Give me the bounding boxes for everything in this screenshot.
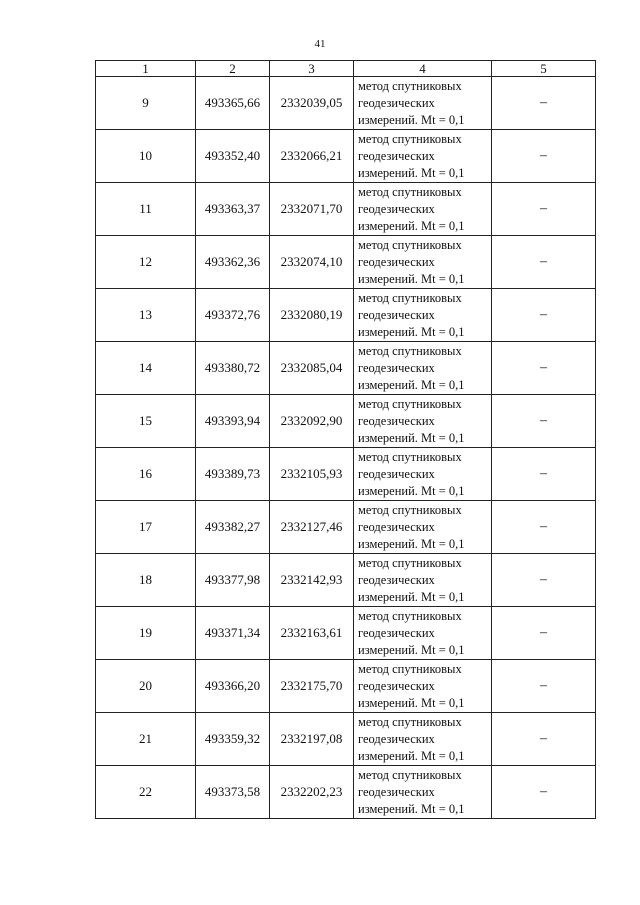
method-cell — [354, 554, 492, 607]
method-line: метод спутниковых — [358, 131, 462, 146]
column-header-1: 1 — [96, 61, 196, 77]
table-row — [96, 660, 596, 713]
y-coordinate-cell: 2332105,93 — [270, 448, 354, 501]
note-cell: – — [492, 130, 596, 183]
y-coordinate-cell: 2332127,46 — [270, 501, 354, 554]
point-number-cell: 11 — [96, 183, 196, 236]
note-cell: – — [492, 342, 596, 395]
table-row — [96, 342, 596, 395]
y-coordinate-cell: 2332039,05 — [270, 77, 354, 130]
x-coordinate-cell: 493389,73 — [196, 448, 270, 501]
header-row — [96, 61, 596, 77]
point-number-cell: 20 — [96, 660, 196, 713]
method-cell — [354, 130, 492, 183]
x-coordinate-cell: 493366,20 — [196, 660, 270, 713]
method-cell — [354, 342, 492, 395]
method-line: метод спутниковых — [358, 396, 462, 411]
method-line: метод спутниковых — [358, 290, 462, 305]
table-row — [96, 713, 596, 766]
table-row — [96, 501, 596, 554]
table-row — [96, 183, 596, 236]
method-line: метод спутниковых — [358, 449, 462, 464]
x-coordinate-cell: 493377,98 — [196, 554, 270, 607]
table-row — [96, 77, 596, 130]
column-header-5: 5 — [492, 61, 596, 77]
method-cell — [354, 289, 492, 342]
y-coordinate-cell: 2332080,19 — [270, 289, 354, 342]
method-line: измерений. Mt = 0,1 — [358, 165, 465, 180]
method-line: геодезических — [358, 784, 435, 799]
y-coordinate-cell: 2332066,21 — [270, 130, 354, 183]
method-line: геодезических — [358, 413, 435, 428]
point-number-cell: 16 — [96, 448, 196, 501]
method-line: геодезических — [358, 95, 435, 110]
method-cell — [354, 77, 492, 130]
note-cell: – — [492, 395, 596, 448]
column-header-3: 3 — [270, 61, 354, 77]
table-row — [96, 766, 596, 819]
table-row — [96, 236, 596, 289]
method-line: измерений. Mt = 0,1 — [358, 430, 465, 445]
method-line: измерений. Mt = 0,1 — [358, 695, 465, 710]
method-line: измерений. Mt = 0,1 — [358, 748, 465, 763]
method-line: геодезических — [358, 678, 435, 693]
x-coordinate-cell: 493371,34 — [196, 607, 270, 660]
coordinates-table — [95, 60, 596, 819]
x-coordinate-cell: 493382,27 — [196, 501, 270, 554]
y-coordinate-cell: 2332085,04 — [270, 342, 354, 395]
y-coordinate-cell: 2332175,70 — [270, 660, 354, 713]
column-header-2: 2 — [196, 61, 270, 77]
method-line: измерений. Mt = 0,1 — [358, 112, 465, 127]
point-number-cell: 18 — [96, 554, 196, 607]
x-coordinate-cell: 493363,37 — [196, 183, 270, 236]
note-cell: – — [492, 501, 596, 554]
method-line: геодезических — [358, 625, 435, 640]
note-cell: – — [492, 660, 596, 713]
method-line: метод спутниковых — [358, 661, 462, 676]
y-coordinate-cell: 2332074,10 — [270, 236, 354, 289]
method-line: измерений. Mt = 0,1 — [358, 271, 465, 286]
point-number-cell: 19 — [96, 607, 196, 660]
method-cell — [354, 766, 492, 819]
point-number-cell: 12 — [96, 236, 196, 289]
point-number-cell: 15 — [96, 395, 196, 448]
point-number-cell: 13 — [96, 289, 196, 342]
x-coordinate-cell: 493359,32 — [196, 713, 270, 766]
method-line: измерений. Mt = 0,1 — [358, 377, 465, 392]
note-cell: – — [492, 236, 596, 289]
table-row — [96, 130, 596, 183]
method-cell — [354, 501, 492, 554]
method-cell — [354, 607, 492, 660]
method-line: геодезических — [358, 731, 435, 746]
x-coordinate-cell: 493372,76 — [196, 289, 270, 342]
method-line: геодезических — [358, 201, 435, 216]
method-cell — [354, 713, 492, 766]
x-coordinate-cell: 493380,72 — [196, 342, 270, 395]
note-cell: – — [492, 554, 596, 607]
note-cell: – — [492, 713, 596, 766]
method-line: геодезических — [358, 148, 435, 163]
note-cell: – — [492, 766, 596, 819]
method-line: измерений. Mt = 0,1 — [358, 218, 465, 233]
point-number-cell: 21 — [96, 713, 196, 766]
table-row — [96, 448, 596, 501]
y-coordinate-cell: 2332202,23 — [270, 766, 354, 819]
note-cell: – — [492, 183, 596, 236]
y-coordinate-cell: 2332092,90 — [270, 395, 354, 448]
note-cell: – — [492, 607, 596, 660]
method-line: геодезических — [358, 307, 435, 322]
point-number-cell: 9 — [96, 77, 196, 130]
method-line: геодезических — [358, 572, 435, 587]
method-line: метод спутниковых — [358, 555, 462, 570]
method-cell — [354, 183, 492, 236]
x-coordinate-cell: 493393,94 — [196, 395, 270, 448]
method-line: измерений. Mt = 0,1 — [358, 801, 465, 816]
method-line: измерений. Mt = 0,1 — [358, 536, 465, 551]
x-coordinate-cell: 493352,40 — [196, 130, 270, 183]
method-line: метод спутниковых — [358, 184, 462, 199]
method-line: метод спутниковых — [358, 608, 462, 623]
y-coordinate-cell: 2332142,93 — [270, 554, 354, 607]
table-row — [96, 554, 596, 607]
method-cell — [354, 448, 492, 501]
method-line: метод спутниковых — [358, 78, 462, 93]
method-line: метод спутниковых — [358, 343, 462, 358]
method-line: геодезических — [358, 254, 435, 269]
method-cell — [354, 395, 492, 448]
method-cell — [354, 236, 492, 289]
y-coordinate-cell: 2332197,08 — [270, 713, 354, 766]
table-row — [96, 395, 596, 448]
method-cell — [354, 660, 492, 713]
table-row — [96, 289, 596, 342]
method-line: геодезических — [358, 519, 435, 534]
y-coordinate-cell: 2332163,61 — [270, 607, 354, 660]
point-number-cell: 17 — [96, 501, 196, 554]
point-number-cell: 22 — [96, 766, 196, 819]
method-line: метод спутниковых — [358, 237, 462, 252]
method-line: измерений. Mt = 0,1 — [358, 589, 465, 604]
page-number: 41 — [314, 38, 326, 50]
method-line: измерений. Mt = 0,1 — [358, 324, 465, 339]
method-line: геодезических — [358, 466, 435, 481]
method-line: метод спутниковых — [358, 714, 462, 729]
point-number-cell: 14 — [96, 342, 196, 395]
point-number-cell: 10 — [96, 130, 196, 183]
x-coordinate-cell: 493362,36 — [196, 236, 270, 289]
table-row — [96, 607, 596, 660]
note-cell: – — [492, 448, 596, 501]
y-coordinate-cell: 2332071,70 — [270, 183, 354, 236]
x-coordinate-cell: 493365,66 — [196, 77, 270, 130]
method-line: измерений. Mt = 0,1 — [358, 483, 465, 498]
method-line: измерений. Mt = 0,1 — [358, 642, 465, 657]
method-line: метод спутниковых — [358, 767, 462, 782]
method-line: геодезических — [358, 360, 435, 375]
note-cell: – — [492, 289, 596, 342]
note-cell: – — [492, 77, 596, 130]
table-body — [96, 77, 596, 819]
method-line: метод спутниковых — [358, 502, 462, 517]
column-header-4: 4 — [354, 61, 492, 77]
x-coordinate-cell: 493373,58 — [196, 766, 270, 819]
